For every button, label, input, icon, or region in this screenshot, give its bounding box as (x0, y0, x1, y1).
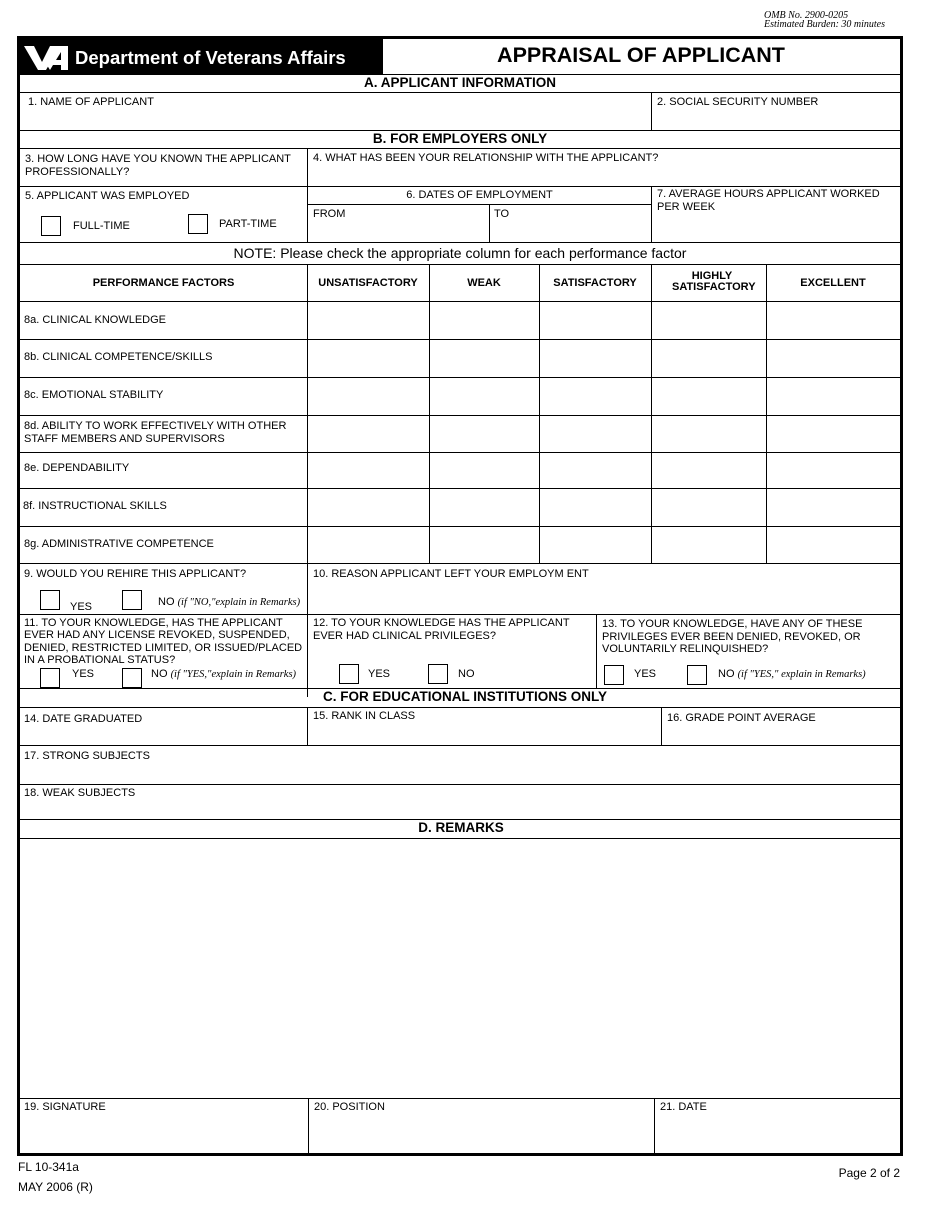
license-no-label: NO (151, 668, 168, 680)
col-performance-factors: PERFORMANCE FACTORS (92, 277, 235, 289)
relationship-field[interactable] (308, 149, 900, 186)
rating-cell-excellent[interactable] (767, 489, 900, 526)
rank-in-class-field[interactable] (308, 708, 661, 745)
section-d-title: D. REMARKS (418, 820, 504, 835)
part-time-checkbox[interactable] (188, 214, 208, 234)
section-c-title: C. FOR EDUCATIONAL INSTITUTIONS ONLY (322, 689, 607, 704)
q16-label: 16. GRADE POINT AVERAGE (667, 712, 816, 724)
agency-name: Department of Veterans Affairs (75, 47, 346, 68)
license-no-note: (if "YES,"explain in Remarks) (170, 669, 297, 680)
rating-cell-weak[interactable] (430, 378, 539, 415)
rehire-yes-checkbox[interactable] (40, 590, 60, 610)
rating-cell-weak[interactable] (430, 489, 539, 526)
rating-cell-unsatisfactory[interactable] (308, 340, 429, 377)
col-unsatisfactory: UNSATISFACTORY (318, 277, 418, 289)
rating-cell-satisfactory[interactable] (540, 416, 651, 452)
q4-label: 4. WHAT HAS BEEN YOUR RELATIONSHIP WITH THE APPLICANT? (313, 152, 659, 164)
section-b-title: B. FOR EMPLOYERS ONLY (372, 131, 548, 146)
ssn-label: 2. SOCIAL SECURITY NUMBER (657, 96, 819, 108)
strong-subjects-field[interactable] (20, 746, 900, 784)
factor-label: 8g. ADMINISTRATIVE COMPETENCE (24, 538, 214, 550)
privileges-no-checkbox[interactable] (428, 664, 448, 684)
rating-cell-excellent[interactable] (767, 378, 900, 415)
rating-cell-unsatisfactory[interactable] (308, 527, 429, 563)
q13-label: 13. TO YOUR KNOWLEDGE, HAVE ANY OF THESE PRIVILEGES EVER BEEN DENIED, REVOKED, OR VOLUNTARILY RELINQUISHED? (602, 618, 863, 655)
position-field[interactable] (309, 1099, 654, 1153)
q12-label: 12. TO YOUR KNOWLEDGE HAS THE APPLICANT EVER HAD CLINICAL PRIVILEGES? (313, 617, 570, 642)
rating-cell-unsatisfactory[interactable] (308, 416, 429, 452)
privileges-no-label: NO (458, 668, 475, 680)
omb-number: OMB No. 2900-0205 (764, 10, 849, 21)
rating-cell-highly-satisfactory[interactable] (652, 527, 766, 563)
relinquished-no-note: (if "YES," explain in Remarks) (737, 669, 866, 680)
q5-label: 5. APPLICANT WAS EMPLOYED (25, 190, 190, 202)
rating-cell-satisfactory[interactable] (540, 378, 651, 415)
from-label: FROM (313, 208, 346, 220)
rating-cell-highly-satisfactory[interactable] (652, 453, 766, 488)
rating-cell-satisfactory[interactable] (540, 340, 651, 377)
rating-cell-satisfactory[interactable] (540, 453, 651, 488)
form-revision: MAY 2006 (R) (18, 1180, 93, 1194)
rating-cell-highly-satisfactory[interactable] (652, 340, 766, 377)
rating-cell-satisfactory[interactable] (540, 489, 651, 526)
license-yes-label: YES (72, 668, 95, 680)
agency-banner (20, 39, 382, 75)
applicant-name-field[interactable] (20, 93, 651, 130)
privileges-yes-label: YES (368, 668, 391, 680)
rating-cell-highly-satisfactory[interactable] (652, 378, 766, 415)
remarks-field[interactable] (20, 839, 900, 1098)
rating-cell-excellent[interactable] (767, 416, 900, 452)
col-weak: WEAK (467, 277, 501, 289)
rating-cell-excellent[interactable] (767, 340, 900, 377)
factor-label: 8c. EMOTIONAL STABILITY (24, 389, 164, 401)
rating-cell-highly-satisfactory[interactable] (652, 302, 766, 339)
date-field[interactable] (655, 1099, 900, 1153)
avg-hours-field[interactable] (652, 187, 900, 242)
factor-label: 8d. ABILITY TO WORK EFFECTIVELY WITH OTHER STAFF MEMBERS AND SUPERVISORS (24, 420, 287, 445)
reason-left-field[interactable] (308, 564, 900, 614)
page-number: Page 2 of 2 (838, 1166, 900, 1180)
rehire-no-label: NO (158, 596, 175, 608)
rating-cell-highly-satisfactory[interactable] (652, 489, 766, 526)
rating-cell-satisfactory[interactable] (540, 302, 651, 339)
q3-label: 3. HOW LONG HAVE YOU KNOWN THE APPLICANT PROFESSIONALLY? (25, 153, 291, 178)
factor-label: 8f. INSTRUCTIONAL SKILLS (23, 500, 167, 512)
ssn-field[interactable] (652, 93, 900, 130)
full-time-label: FULL-TIME (73, 220, 130, 232)
known-duration-field[interactable] (20, 149, 307, 186)
q18-label: 18. WEAK SUBJECTS (24, 787, 136, 799)
rating-cell-unsatisfactory[interactable] (308, 489, 429, 526)
rehire-no-group (158, 596, 300, 610)
q10-label: 10. REASON APPLICANT LEFT YOUR EMPLOYM ENT (313, 568, 589, 580)
form-number: FL 10-341a (18, 1160, 79, 1174)
q19-label: 19. SIGNATURE (24, 1101, 106, 1113)
relinquished-yes-label: YES (634, 668, 657, 680)
weak-subjects-field[interactable] (20, 785, 900, 819)
rating-cell-weak[interactable] (430, 527, 539, 563)
relinquished-no-group (718, 668, 866, 682)
q17-label: 17. STRONG SUBJECTS (24, 750, 150, 762)
rehire-no-note: (if "NO,"explain in Remarks) (177, 597, 301, 608)
q21-label: 21. DATE (660, 1101, 707, 1113)
rating-cell-unsatisfactory[interactable] (308, 302, 429, 339)
rating-cell-highly-satisfactory[interactable] (652, 416, 766, 452)
rating-cell-excellent[interactable] (767, 302, 900, 339)
rating-cell-weak[interactable] (430, 416, 539, 452)
performance-note: NOTE: Please check the appropriate column for each performance factor (233, 245, 687, 261)
part-time-label: PART-TIME (219, 218, 277, 230)
relinquished-yes-checkbox[interactable] (604, 665, 624, 685)
relinquished-no-label: NO (718, 668, 735, 680)
section-a-title: A. APPLICANT INFORMATION (364, 75, 556, 90)
factor-label: 8a. CLINICAL KNOWLEDGE (24, 314, 167, 326)
gpa-field[interactable] (662, 708, 900, 745)
rating-cell-satisfactory[interactable] (540, 527, 651, 563)
employment-to-field[interactable] (490, 205, 651, 242)
q15-label: 15. RANK IN CLASS (313, 710, 416, 722)
form-title: APPRAISAL OF APPLICANT (497, 43, 785, 67)
q20-label: 20. POSITION (314, 1101, 385, 1113)
factor-label: 8b. CLINICAL COMPETENCE/SKILLS (24, 351, 213, 363)
relinquished-no-checkbox[interactable] (687, 665, 707, 685)
license-no-group (151, 668, 296, 682)
q14-label: 14. DATE GRADUATED (24, 713, 143, 725)
col-excellent: EXCELLENT (800, 277, 866, 289)
rating-cell-unsatisfactory[interactable] (308, 453, 429, 488)
rating-cell-excellent[interactable] (767, 527, 900, 563)
col-satisfactory: SATISFACTORY (553, 277, 637, 289)
full-time-checkbox[interactable] (41, 216, 61, 236)
rating-cell-weak[interactable] (430, 340, 539, 377)
rehire-no-checkbox[interactable] (122, 590, 142, 610)
to-label: TO (494, 208, 510, 220)
signature-field[interactable] (20, 1099, 308, 1153)
rating-cell-excellent[interactable] (767, 453, 900, 488)
q9-label: 9. WOULD YOU REHIRE THIS APPLICANT? (24, 568, 247, 580)
privileges-yes-checkbox[interactable] (339, 664, 359, 684)
license-no-checkbox[interactable] (122, 668, 142, 688)
date-graduated-field[interactable] (20, 708, 307, 745)
col-highly-satisfactory: HIGHLY SATISFACTORY (672, 270, 756, 293)
va-logo-icon (23, 42, 69, 72)
rehire-yes-label: YES (70, 601, 93, 613)
rating-cell-weak[interactable] (430, 302, 539, 339)
employment-from-field[interactable] (308, 205, 489, 242)
factor-label: 8e. DEPENDABILITY (24, 462, 130, 474)
estimated-burden: Estimated Burden: 30 minutes (764, 19, 886, 30)
rating-cell-weak[interactable] (430, 453, 539, 488)
q11-label: 11. TO YOUR KNOWLEDGE, HAS THE APPLICANT EVER HAD ANY LICENSE REVOKED, SUSPENDED, DENIED, RESTRICTED LIMITED, OR ISSUED/PLACED IN A PROBATIONAL STATUS? (24, 617, 303, 666)
q7-label: 7. AVERAGE HOURS APPLICANT WORKED PER WEEK (657, 188, 880, 213)
rating-cell-unsatisfactory[interactable] (308, 378, 429, 415)
applicant-name-label: 1. NAME OF APPLICANT (28, 96, 154, 108)
license-yes-checkbox[interactable] (40, 668, 60, 688)
q6-label: 6. DATES OF EMPLOYMENT (406, 189, 553, 201)
